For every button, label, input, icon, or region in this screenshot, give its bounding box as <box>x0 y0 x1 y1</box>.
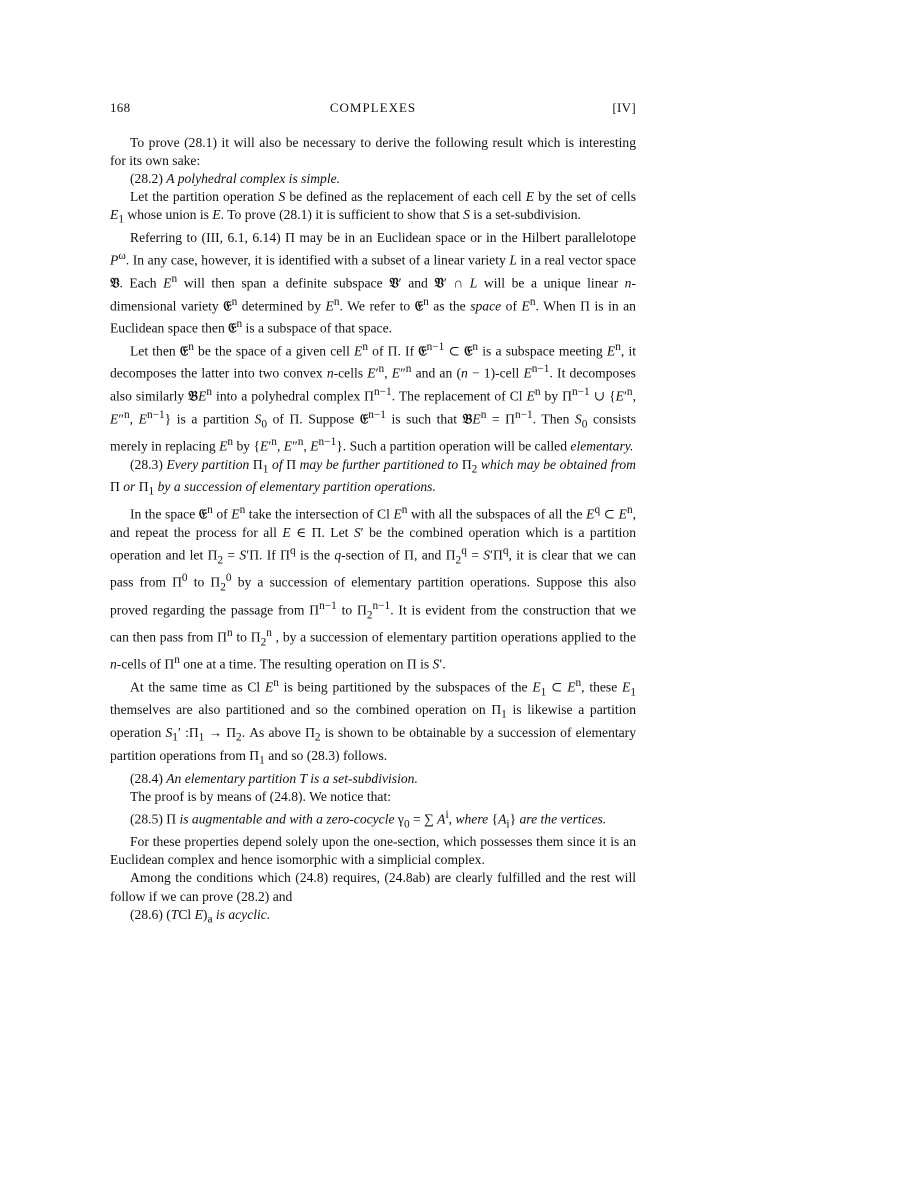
running-head <box>110 100 636 122</box>
paragraph: For these properties depend solely upon the one-section, which possesses them since it is an Euclidean complex and hence isomorphic with a simplicial complex. <box>110 834 636 868</box>
statement-28-5: (28.5) Π is augmentable and with a zero-cocycle $\gamma_0$ = ∑ $A^i$, where $\{A_i\}$ are the vertices. <box>130 808 607 831</box>
paragraph: At the same time as Cl $E^n$ is being partitioned by the subspaces of the $E_1$ ⊂ $E^n$, these $E_1$ themselves are also partitioned and so the combined operation on $\Pi_1$ is likewise a partition operation $S_1'$ $:\Pi_1 \to \Pi_2$. As above $\Pi_2$ is shown to be obtainable by a succession of elementary partition operations from $\Pi_1$ and so (28.3) follows. <box>110 676 637 767</box>
statement-28-4: (28.4) An elementary partition T is a set-subdivision. <box>130 770 418 786</box>
page-body <box>110 134 636 928</box>
paragraph: Referring to (III, 6.1, 6.14) Π may be in an Euclidean space or in the Hilbert parallelotope $P^\omega$. In any case, however, it is identified with a subset of a linear variety L in a real vector space 𝔙. Each $E^n$ will then span a definite subspace 𝔙′ and 𝔙′ ∩ L will be a unique linear n-dimensional variety 𝔈$^n$ determined by $E^n$. We refer to 𝔈$^n$ as the space of $E^n$. When Π is in an Euclidean space then 𝔈$^n$ is a subspace of that space. <box>110 230 636 337</box>
paragraph: The proof is by means of (24.8). We notice that: <box>130 788 392 804</box>
paragraph: To prove (28.1) it will also be necessary to derive the following result which is interesting for its own sake: <box>110 135 636 169</box>
paragraph: In the space 𝔈$^n$ of $E^n$ take the intersection of Cl $E^n$ with all the subspaces of all the $E^q$ ⊂ $E^n$, and repeat the process for all E ∈ Π. Let S′ be the combined operation which is a partition operation and let $\Pi_2 = S'\Pi$. If $\Pi^q$ is the q-section of Π, and $\Pi_2^q = S'\Pi^q$, it is clear that we can pass from $\Pi^0$ to $\Pi_2^0$ by a succession of elementary partition operations. Suppose this also proved regarding the passage from $\Pi^{n-1}$ to $\Pi_2^{n-1}$. It is evident from the construction that we can then pass from $\Pi^n$ to $\Pi_2^n$ , by a succession of elementary partition operations applied to the n-cells of $\Pi^n$ one at a time. The resulting operation on Π is S′. <box>110 504 637 672</box>
statement-28-6: (28.6) (TCl $E)_a$ is acyclic. <box>130 906 271 926</box>
paragraph: Let the partition operation S be defined as the replacement of each cell E by the set of cells $E_1$ whose union is E. To prove (28.1) it is sufficient to show that S is a set-subdivision. <box>110 189 636 227</box>
statement-28-2: (28.2) A polyhedral complex is simple. <box>130 171 341 187</box>
chapter-label: [IV] <box>612 100 636 115</box>
book-page <box>110 100 636 928</box>
page-number: 168 <box>110 100 131 115</box>
paragraph: Among the conditions which (24.8) requires, (24.8ab) are clearly fulfilled and the rest will follow if we can prove (28.2) and <box>110 870 636 904</box>
paragraph: Let then 𝔈$^n$ be the space of a given cell $E^n$ of Π. If 𝔈$^{n-1}$ ⊂ 𝔈$^n$ is a subspace meeting $E^n$, it decomposes the latter into two convex n-cells $E'^n$, E″$^n$ and an (n − 1)-cell $E^{n-1}$. It decomposes also similarly 𝔅E$^n$ into a polyhedral complex $\Pi^{n-1}$. The replacement of Cl $E^n$ by $\Pi^{n-1}$ ∪ {$E'^n$, E″$^n$, $E^{n-1}$} is a partition $S_0$ of Π. Suppose 𝔈$^{n-1}$ is such that 𝔅E$^n$ = $\Pi^{n-1}$. Then $S_0$ consists merely in replacing $E^n$ by {$E'^n$, E″$^n$, $E^{n-1}$}. Such a partition operation will be called elementary. <box>110 340 637 454</box>
statement-28-3: (28.3) Every partition $\Pi_1$ of Π may be further partitioned to $\Pi_2$ which may be obtained from Π or $\Pi_1$ by a succession of elementary partition operations. <box>110 456 636 499</box>
running-title: COMPLEXES <box>329 100 417 115</box>
